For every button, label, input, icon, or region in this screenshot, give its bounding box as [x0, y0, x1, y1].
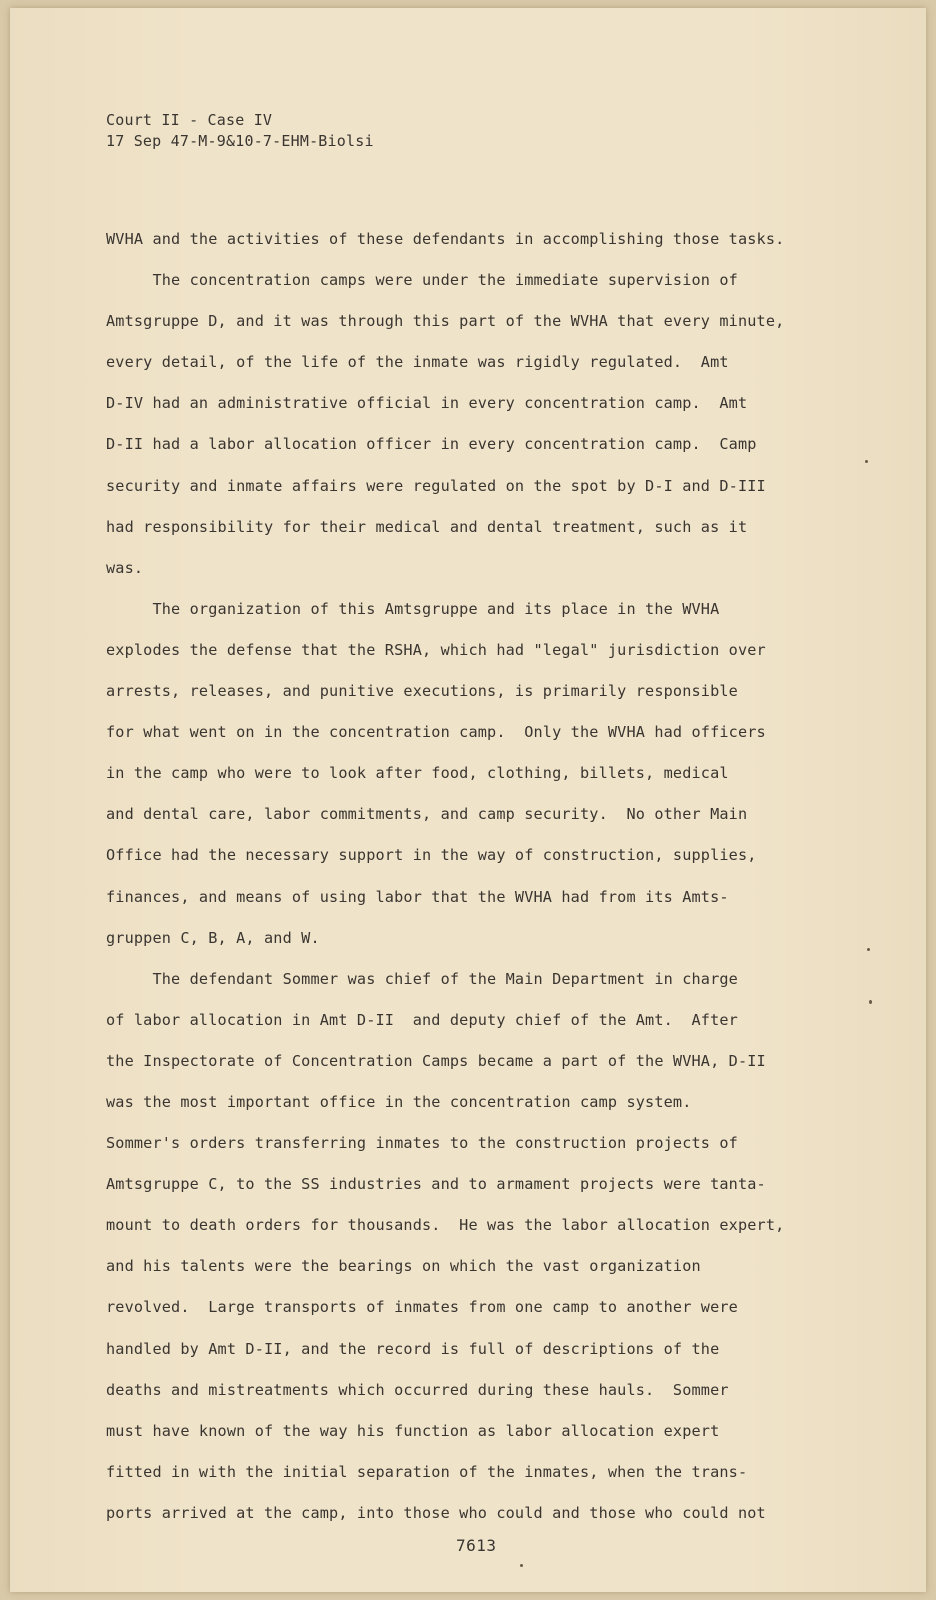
text-line: mount to death orders for thousands. He was the labor allocation expert,: [106, 1216, 785, 1235]
case-header: [106, 110, 374, 152]
text-line: The concentration camps were under the immediate supervision of: [106, 271, 738, 290]
text-line: The organization of this Amtsgruppe and its place in the WVHA: [106, 599, 720, 618]
text-line: The defendant Sommer was chief of the Main Department in charge: [106, 969, 738, 988]
court-case-line: Court II - Case IV: [106, 111, 273, 129]
transcript-body: [106, 219, 866, 1534]
text-line: in the camp who were to look after food, clothing, billets, medical: [106, 764, 729, 783]
text-line: Amtsgruppe D, and it was through this part of the WVHA that every minute,: [106, 312, 785, 331]
text-line: arrests, releases, and punitive executions, is primarily responsible: [106, 682, 738, 701]
text-line: and his talents were the bearings on which the vast organization: [106, 1257, 701, 1276]
text-line: Amtsgruppe C, to the SS industries and to armament projects were tanta-: [106, 1175, 766, 1194]
text-line: gruppen C, B, A, and W.: [106, 928, 320, 947]
text-line: and dental care, labor commitments, and camp security. No other Main: [106, 805, 748, 824]
text-line: Office had the necessary support in the way of construction, supplies,: [106, 846, 757, 865]
transcript-reference-line: 17 Sep 47-M-9&10-7-EHM-Biolsi: [106, 132, 374, 150]
paper-speck: [865, 460, 868, 463]
page-number: 7613: [456, 1536, 497, 1555]
text-line: was the most important office in the concentration camp system.: [106, 1092, 692, 1111]
text-line: D-IV had an administrative official in every concentration camp. Amt: [106, 394, 748, 413]
text-line: every detail, of the life of the inmate was rigidly regulated. Amt: [106, 353, 729, 372]
paper-speck: [869, 1000, 872, 1004]
text-line: fitted in with the initial separation of the inmates, when the trans-: [106, 1462, 748, 1481]
text-line: finances, and means of using labor that the WVHA had from its Amts-: [106, 887, 729, 906]
text-line: must have known of the way his function as labor allocation expert: [106, 1421, 720, 1440]
text-line: WVHA and the activities of these defendants in accomplishing those tasks.: [106, 230, 785, 248]
text-line: the Inspectorate of Concentration Camps became a part of the WVHA, D-II: [106, 1051, 766, 1070]
text-line: for what went on in the concentration camp. Only the WVHA had officers: [106, 723, 766, 742]
text-line: of labor allocation in Amt D-II and deputy chief of the Amt. After: [106, 1010, 738, 1029]
text-line: revolved. Large transports of inmates from one camp to another were: [106, 1298, 738, 1317]
text-line: explodes the defense that the RSHA, which had "legal" jurisdiction over: [106, 640, 766, 659]
document-page: [10, 8, 926, 1592]
text-line: security and inmate affairs were regulated on the spot by D-I and D-III: [106, 476, 766, 495]
text-line: deaths and mistreatments which occurred during these hauls. Sommer: [106, 1380, 729, 1399]
text-line: was.: [106, 558, 144, 577]
text-line: ports arrived at the camp, into those who could and those who could not: [106, 1503, 766, 1522]
text-line: handled by Amt D-II, and the record is full of descriptions of the: [106, 1339, 720, 1358]
text-line: D-II had a labor allocation officer in every concentration camp. Camp: [106, 435, 757, 454]
paper-speck: [520, 1564, 523, 1567]
text-line: Sommer's orders transferring inmates to the construction projects of: [106, 1134, 738, 1153]
text-line: had responsibility for their medical and dental treatment, such as it: [106, 517, 748, 536]
paper-speck: [867, 948, 870, 951]
